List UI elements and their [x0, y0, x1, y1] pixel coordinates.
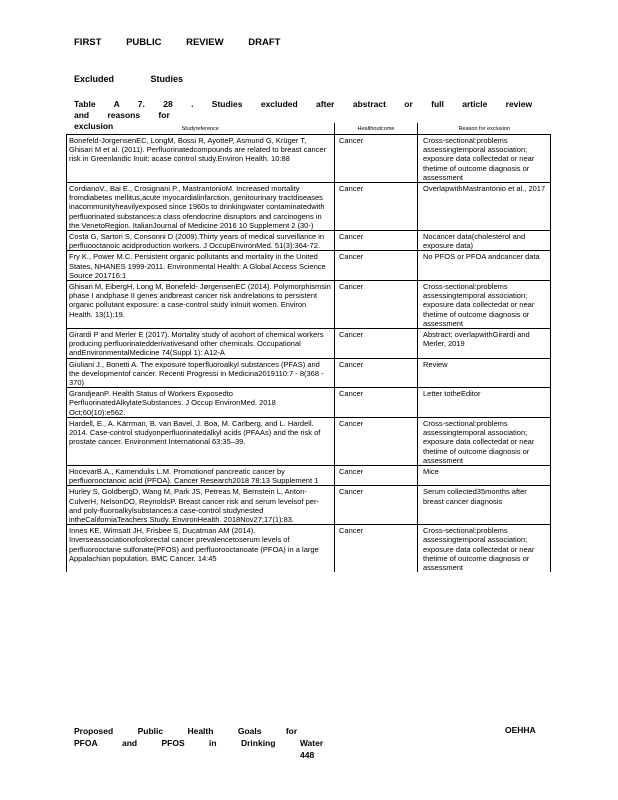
- study-reference-cell: Fry K., Power M.C. Persistent organic pollutants and mortality in the United States, NHANES 1999-2011. Environmental Health: A Global Access Science Source 201716:1: [67, 251, 335, 281]
- exclusion-reason-cell: Letter totheEditor: [418, 388, 551, 418]
- study-reference-cell: Innes KE, Wimsatt JH, Frisbee S, Ducatman AM (2014). Inverseassociationofcolorectal cancer prevalencetoserum levels of perfluorooctane sulfonate(PFOS) and perfluorooctanoate (PFOA) in a large Appalachian population. BMC Cancer. 14:45: [67, 525, 335, 573]
- table-header-row: [67, 123, 551, 135]
- health-outcome-cell: Cancer: [335, 251, 418, 281]
- footer-word: and: [122, 738, 138, 748]
- caption-line: exclusion: [74, 121, 114, 131]
- health-outcome-cell: Cancer: [335, 329, 418, 359]
- study-reference-cell: Ghisari M, EibergH, Long M, Bonefeld- JørgensenEC (2014). Polymorphismsin phase I andphase II genes andbreast cancer risk andrelations to persistent organic pollutant exposure: a case-control study inInuit women. Environ Health. 13(1):19.: [67, 281, 335, 329]
- table-row: [67, 388, 551, 418]
- health-outcome-cell: Cancer: [335, 486, 418, 525]
- study-reference-cell: GrandjeanP. Health Status of Workers Exposedto PerfluorinatedAlkylateSubstances. J Occup EnvironMed. 2018 Oct;60(10):e562.: [67, 388, 335, 418]
- footer-word: for: [285, 726, 298, 736]
- study-reference-cell: Bonefeld-JorgensenEC, LongM, Bossi R, AyotteP, Asmund G, Krüger T, Ghisari M et al. (2011). Perfluorinatedcompounds are related to breast cancer risk in Greenlandic Inuit: acase control study.Environ Health. 10:88: [67, 135, 335, 183]
- table-row: [67, 183, 551, 231]
- header-health-outcome: Healthoutcome: [335, 123, 418, 135]
- health-outcome-cell: Cancer: [335, 358, 418, 388]
- header-reason: Reason for exclusion: [418, 123, 551, 135]
- exclusion-reason-cell: Cross-sectional:problems assessingtemporal association; exposure data collectedat or near thetime of outcome diagnosis or assessment: [418, 135, 551, 183]
- table-row: [67, 135, 551, 183]
- footer-word: Health: [187, 726, 214, 736]
- study-reference-cell: Giuliani J., Bonetti A. The exposure toperfluoroalkyl substances (PFAS) and the developmentof cancer. Recenti Progressi in Medicina2019110:7 - 8(368 - 370): [67, 358, 335, 388]
- health-outcome-cell: Cancer: [335, 135, 418, 183]
- footer-word: Goals: [237, 726, 262, 736]
- table-row: [67, 231, 551, 251]
- study-reference-cell: CordianoV., Bai E., Crosignani P., MastrantonioM. Increased mortality fromdiabetes mellitus,acute myocardialinfarction, genitourinary tractdiseases inacommunityheavilyexposed since 1960s to drinkingwater contaminatedwith perfluorinated substances:a class ofendocrine disruptors and carcinogens in the VenetoRegion. ItalianJournal of Medicine 2016 10 Supplement 2 (30-): [67, 183, 335, 231]
- table-row: [67, 417, 551, 465]
- footer-title: [74, 725, 345, 749]
- page-number: 448: [300, 750, 315, 760]
- footer-word: Water: [299, 738, 324, 748]
- table-row: [67, 251, 551, 281]
- exclusion-reason-cell: Mice: [418, 465, 551, 485]
- header-word: REVIEW: [186, 37, 224, 48]
- table-row: [67, 486, 551, 525]
- table-row: [67, 525, 551, 573]
- header-word: DRAFT: [248, 37, 281, 48]
- health-outcome-cell: Cancer: [335, 183, 418, 231]
- header-word: FIRST: [74, 37, 102, 48]
- caption-line: Table A 7. 28 . Studies excluded after abstract or full article review and reasons for: [74, 99, 533, 120]
- section-word: Excluded: [74, 74, 115, 84]
- health-outcome-cell: Cancer: [335, 465, 418, 485]
- footer-word: in: [209, 738, 217, 748]
- exclusion-reason-cell: OverlapwithMastrantonio et al., 2017: [418, 183, 551, 231]
- study-reference-cell: Costa G, Sartori S, Consonni D (2009).Thirty years of medical surveillance in perfluooctanoic acidproduction workers. J OccupEnvironMed. 51(3):364-72.: [67, 231, 335, 251]
- section-title: [74, 74, 217, 84]
- draft-header: [74, 37, 302, 48]
- table-row: [67, 465, 551, 485]
- exclusion-reason-cell: Serum collected35months after breast cancer diagnosis: [418, 486, 551, 525]
- table-row: [67, 281, 551, 329]
- footer-word: Public: [137, 726, 164, 736]
- section-word: Studies: [150, 74, 184, 84]
- study-reference-cell: Hardell, E., A. Kärrman, B. van Bavel, J. Boa, M. Carlberg, and L. Hardell. 2014. Case-control studyonperfluorinatedalkyl acids (PFAAs) and the risk of prostate cancer. Environment International 63:35–39.: [67, 417, 335, 465]
- footer-word: PFOS: [161, 738, 185, 748]
- footer-line-1: [74, 725, 345, 737]
- exclusion-reason-cell: Cross-sectional:problems assessingtemporal association; exposure data collectedat or near thetime of outcome diagnosis or assessment: [418, 525, 551, 573]
- exclusion-reason-cell: Nocancer data(cholesterol and exposure data): [418, 231, 551, 251]
- health-outcome-cell: Cancer: [335, 281, 418, 329]
- exclusion-reason-cell: Cross-sectional:problems assessingtemporal association; exposure data collectedat or near thetime of outcome diagnosis or assessment: [418, 281, 551, 329]
- footer-word: Drinking: [240, 738, 276, 748]
- exclusion-reason-cell: No PFOS or PFOA andcancer data: [418, 251, 551, 281]
- study-reference-cell: Girardi P and Merler E (2017). Mortality study of acohort of chemical workers producing perfluorinatedderivativesand other chemicals. Occupational andEnvironmentalMedicine 74(Suppl 1): A12-A: [67, 329, 335, 359]
- footer-word: PFOA: [74, 738, 98, 748]
- exclusion-reason-cell: Cross-sectional:problems assessingtemporal association; exposure data collectedat or near thetime of outcome diagnosis or assessment: [418, 417, 551, 465]
- table-row: [67, 329, 551, 359]
- table-row: [67, 358, 551, 388]
- study-reference-cell: HocevarB.A., Kamendulis L.M. Promotionof pancreatic cancer by perfluorooctanoic acid (PFOA). Cancer Research2018 78:13 Supplement 1: [67, 465, 335, 485]
- excluded-studies-table: [66, 123, 551, 572]
- footer-word: Proposed: [74, 726, 114, 736]
- footer-line-2: [74, 737, 345, 749]
- health-outcome-cell: Cancer: [335, 388, 418, 418]
- agency-name: OEHHA: [505, 725, 536, 735]
- header-word: PUBLIC: [126, 37, 162, 48]
- header-study-reference: Studyreference: [67, 123, 335, 135]
- health-outcome-cell: Cancer: [335, 525, 418, 573]
- exclusion-reason-cell: Review: [418, 358, 551, 388]
- exclusion-reason-cell: Abstract; overlapwithGirardi and Merler, 2019: [418, 329, 551, 359]
- health-outcome-cell: Cancer: [335, 417, 418, 465]
- study-reference-cell: Hurley S, GoldbergD, Wang M, Park JS, Petreas M, Bernstein L, Anton-CulverH, NelsonDO, ReynoldsP. Breast cancer risk and serum levelsof per- and poly-fluoroalkylsubstances:a case-control studynested intheCaliforniaTeachers Study. EnvironHealth. 2018Nov27;17(1):83.: [67, 486, 335, 525]
- health-outcome-cell: Cancer: [335, 231, 418, 251]
